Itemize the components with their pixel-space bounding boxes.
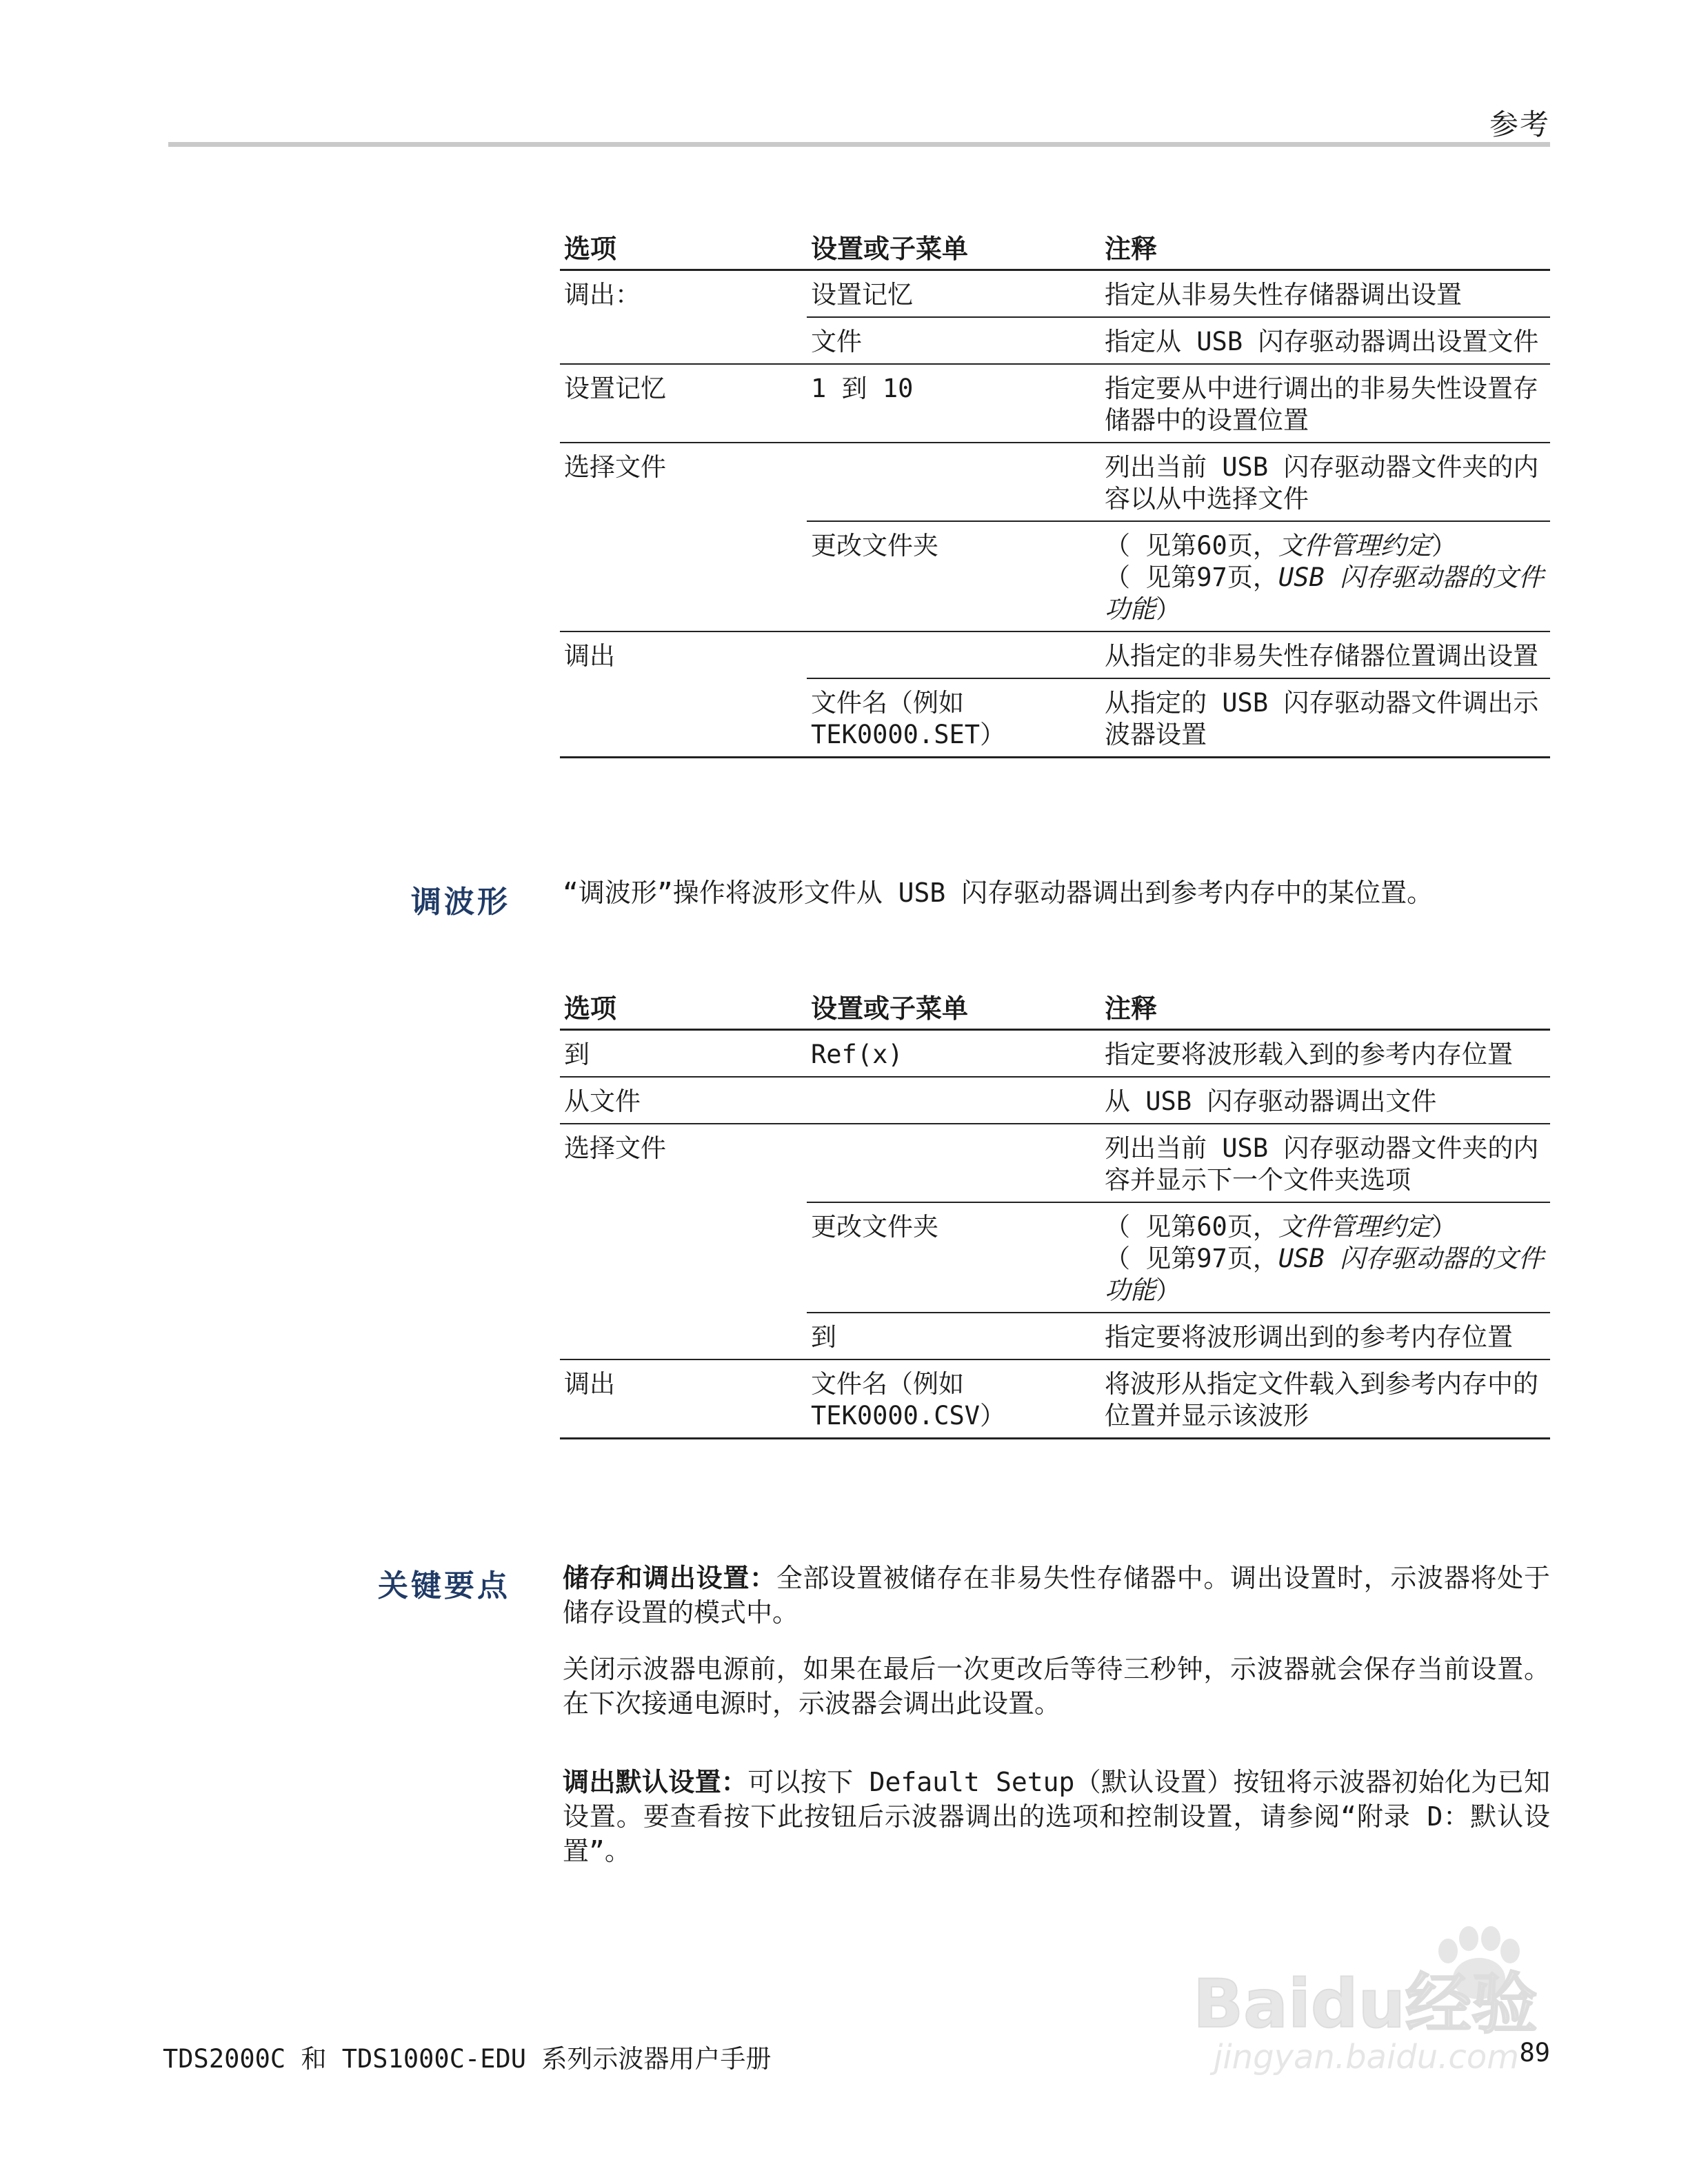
footer-manual-title: TDS2000C 和 TDS1000C-EDU 系列示波器用户手册 — [163, 2044, 772, 2074]
key-point-text: 全部设置被储存在非易失性存储器中。调出设置时，示波器将处于储存设置的模式中。 — [563, 1563, 1550, 1628]
table-row — [560, 1077, 1550, 1124]
paw-icon — [1186, 1923, 1572, 2075]
cross-reference[interactable]: （ 见第97页，USB 闪存驱动器的文件功能） — [1105, 1244, 1544, 1305]
recall-waveform-paragraph: “调波形”操作将波形文件从 USB 闪存驱动器调出到参考内存中的某位置。 — [563, 878, 1434, 908]
recall-setup-table — [560, 233, 1550, 758]
option-cell — [560, 317, 807, 364]
table-header-option: 选项 — [560, 993, 807, 1030]
table-row — [560, 521, 1550, 631]
note-cell: 指定从 USB 闪存驱动器调出设置文件 — [1101, 317, 1550, 364]
option-cell: 调出 — [560, 631, 807, 678]
option-cell — [560, 1313, 807, 1359]
setting-cell: 到 — [807, 1313, 1101, 1359]
table-header-option: 选项 — [560, 233, 807, 270]
option-cell: 选择文件 — [560, 443, 807, 521]
key-point-save-recall — [563, 1561, 1550, 1630]
table-row — [560, 270, 1550, 318]
watermark-brand: Baidu经验 — [1193, 1965, 1538, 2043]
option-cell: 到 — [564, 1040, 590, 1069]
key-point-power-off: 关闭示波器电源前，如果在最后一次更改后等待三秒钟，示波器就会保存当前设置。在下次接通电源时，示波器会调出此设置。 — [563, 1654, 1550, 1719]
note-cell: 列出当前 USB 闪存驱动器文件夹的内容以从中选择文件 — [1101, 443, 1550, 521]
baidu-watermark-logo — [1186, 1923, 1572, 2075]
recall-waveform-table — [560, 993, 1550, 1439]
setting-cell: Ref(x) — [811, 1040, 903, 1069]
option-cell: 选择文件 — [560, 1124, 807, 1202]
watermark-url: jingyan.baidu.com — [1214, 2038, 1519, 2075]
setting-cell: 文件 — [807, 317, 1101, 364]
option-cell: 设置记忆 — [560, 364, 807, 443]
table-row — [560, 678, 1550, 758]
note-cell: 指定从非易失性存储器调出设置 — [1105, 280, 1462, 310]
setting-cell — [807, 1077, 1101, 1124]
setting-cell: 更改文件夹 — [807, 521, 1101, 631]
key-point-heading: 调出默认设置： — [563, 1767, 748, 1797]
key-point-text: 可以按下 Default Setup（默认设置）按钮将示波器初始化为已知设置。要查看按下此按钮后示波器调出的选项和控制设置，请参阅“附录 D：默认设置”。 — [563, 1767, 1550, 1866]
option-cell — [560, 678, 807, 758]
header-rule — [168, 142, 1550, 147]
key-point-default-setup — [563, 1765, 1550, 1868]
cross-reference[interactable]: （ 见第60页，文件管理约定） — [1105, 531, 1457, 560]
note-cell: 从指定的非易失性存储器位置调出设置 — [1101, 631, 1550, 678]
note-cell — [1101, 521, 1550, 631]
running-header: 参考 — [1489, 108, 1550, 141]
table-row — [560, 1030, 1550, 1078]
note-cell: 指定要从中进行调出的非易失性设置存储器中的设置位置 — [1101, 364, 1550, 443]
option-cell — [560, 1202, 807, 1313]
note-cell: 指定要将波形载入到的参考内存位置 — [1105, 1040, 1513, 1069]
setting-cell: 文件名（例如 TEK0000.SET） — [807, 678, 1101, 758]
note-cell — [1101, 1202, 1550, 1313]
section-label-recall-waveform: 调波形 — [411, 884, 510, 920]
setting-cell: 1 到 10 — [807, 364, 1101, 443]
table-row — [560, 443, 1550, 521]
table-header-setting: 设置或子菜单 — [807, 993, 1101, 1030]
setting-cell: 文件名（例如 TEK0000.CSV） — [807, 1359, 1101, 1439]
option-cell: 从文件 — [560, 1077, 807, 1124]
table-row — [560, 364, 1550, 443]
option-cell: 调出 — [560, 1359, 807, 1439]
table-header-note: 注释 — [1101, 993, 1550, 1030]
note-cell: 列出当前 USB 闪存驱动器文件夹的内容并显示下一个文件夹选项 — [1101, 1124, 1550, 1202]
cross-reference[interactable]: （ 见第60页，文件管理约定） — [1105, 1212, 1457, 1242]
note-cell: 指定要将波形调出到的参考内存位置 — [1101, 1313, 1550, 1359]
option-cell: 调出： — [564, 280, 641, 310]
page-number: 89 — [1519, 2038, 1550, 2067]
setting-cell — [807, 631, 1101, 678]
option-cell — [560, 521, 807, 631]
note-cell: 从 USB 闪存驱动器调出文件 — [1101, 1077, 1550, 1124]
note-cell: 将波形从指定文件载入到参考内存中的位置并显示该波形 — [1101, 1359, 1550, 1439]
table-row — [560, 1202, 1550, 1313]
setting-cell: 更改文件夹 — [807, 1202, 1101, 1313]
table-row — [560, 631, 1550, 678]
cross-reference[interactable]: （ 见第97页，USB 闪存驱动器的文件功能） — [1105, 563, 1544, 624]
key-point-heading: 储存和调出设置： — [563, 1563, 776, 1593]
table-header-setting: 设置或子菜单 — [807, 233, 1101, 270]
setting-cell — [807, 1124, 1101, 1202]
table-row — [560, 317, 1550, 364]
section-label-key-points: 关键要点 — [378, 1568, 510, 1604]
table-header-note: 注释 — [1101, 233, 1550, 270]
setting-cell: 设置记忆 — [811, 280, 913, 310]
setting-cell — [807, 443, 1101, 521]
table-row — [560, 1124, 1550, 1202]
table-row — [560, 1313, 1550, 1359]
table-row — [560, 1359, 1550, 1439]
note-cell: 从指定的 USB 闪存驱动器文件调出示波器设置 — [1101, 678, 1550, 758]
